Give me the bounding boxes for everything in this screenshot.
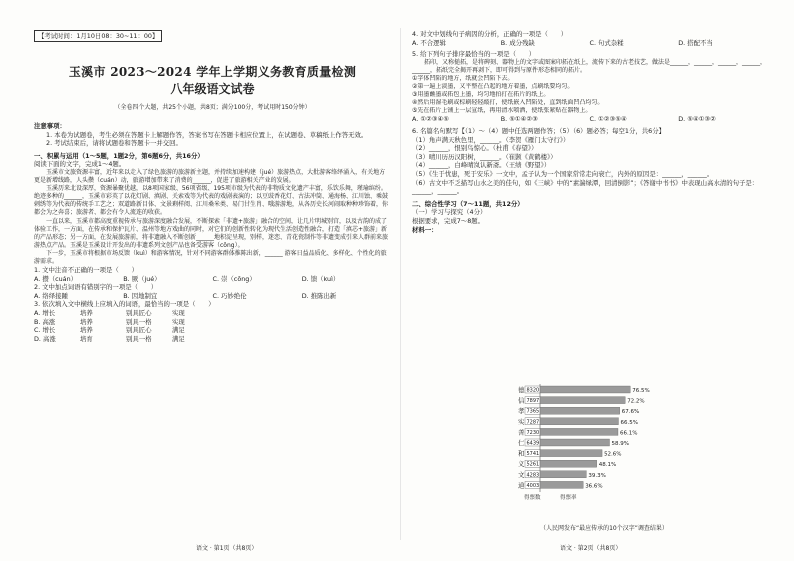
- question-5-intro: 拓印，又称搥拓，是将碑刻、器物上的文字或图案印拓在纸上，流传下来的古老技艺，做法是______，______，______，______，______，拓纸完全揭开再剥下，即可得到与原件形态相同的拓片。: [412, 58, 767, 74]
- category-label: 文: [518, 470, 525, 479]
- question-6-item: （4）______，白峰晴岚认新斋。（王绩《野望》）: [412, 161, 551, 170]
- section-2-title: 二、综合性学习（7～11题，共12分）: [412, 199, 524, 208]
- option-cell: 实现: [172, 317, 185, 326]
- section-1-intro: 阅读下面的文字，完成1～4题。: [34, 160, 126, 169]
- question-6-item: （3）晴川历历汉阳树，______。（崔颢《黄鹤楼》）: [412, 152, 557, 161]
- right-column: [412, 30, 767, 234]
- question-6-item: （6）古文中不乏描写山水之美的佳句，如《三峡》中的“素湍绿潭，回清倒影”；《答谢中书书》中表现山高水清的句子是：______，______。: [412, 178, 759, 196]
- passage-paragraph-4: 下一步，玉溪市将根据市场反馈（kuì）和游客情况，针对不同游客群体推陈出新，______ 游客日益品质化、多样化、个性化的旅游需求。: [34, 249, 387, 265]
- question-5-item: ⑤先在拓片上铺上一层宣纸，再用清水喷洒，使纸张紧贴在器物上。: [412, 107, 592, 115]
- data-bar: [540, 418, 618, 425]
- passage-paragraph-3: 一直以来，玉溪市都高度重视传承与旅游深度融合发展，不断探索「非遗+旅游」融合的空间，让几片明城别宫，以及古韵的成了体验工作，一方面，在传承和保护瓦片、温州等地方戏曲的同时，对它们的创新性转化为现代生活创造性融合，打造「滇芯+旅游」新的产品形态；另一方面，在发展旅游前，将非遗融入不断创新______地积淀呈现，别样，迷恋、青花瓷制作等非遗变成引来人群前来旅游热点产品。玉溪是玉溪设计开发出的非遗系列文创产品也备受游客（cōng）。: [34, 217, 389, 249]
- data-bar: [540, 450, 602, 457]
- vote-count-label: 7897: [526, 398, 540, 405]
- option-cell: 培育: [80, 334, 93, 343]
- option: A. 攒（cuán）: [34, 274, 78, 283]
- option-cell: B. 高涨: [34, 317, 56, 326]
- chart-caption: （人民网发布“最应传承的10个汉字”调查结果）: [540, 525, 668, 532]
- question-2-options: [34, 292, 391, 301]
- data-label: 67.6%: [621, 409, 640, 416]
- option-cell: D. 高涨: [34, 334, 56, 343]
- column-divider: [400, 28, 401, 540]
- question-6-item: （2）______，恨别鸟惊心。（杜甫《春望》）: [412, 144, 538, 153]
- option: A. 络绎接踵: [34, 291, 68, 300]
- option: B. 成分残缺: [500, 38, 535, 47]
- data-label: 66.1%: [619, 430, 638, 437]
- option: B. 因地制宜: [123, 291, 158, 300]
- category-label: 义: [518, 460, 525, 469]
- exam-info: （全卷四个大题，共25个小题，共8页；满分100分，考试用时150分钟）: [114, 104, 311, 111]
- notice-1: 1. 本卷为试题卷，考生必须在答题卡上解题作答，答案书写在答题卡相应位置上，在试题卷、草稿纸上作答无效。: [46, 130, 368, 139]
- data-bar: [540, 481, 583, 488]
- vote-count-label: 4283: [526, 472, 540, 479]
- x-axis-label-rate: 得票率: [560, 495, 577, 501]
- data-label: 48.1%: [598, 462, 617, 469]
- question-5-item: ④然后用湿毛刷或棕刷轻轻敲打，使纸嵌入凹陷处，直到纸面凹凸均匀。: [412, 99, 604, 107]
- vote-count-label: 7287: [526, 419, 540, 426]
- option: B. 厥（jué）: [123, 274, 161, 283]
- option: D. 搭配不当: [678, 38, 713, 47]
- option: C. 句式杂糅: [589, 38, 624, 47]
- data-label: 72.2%: [627, 398, 645, 405]
- option-row: [34, 318, 391, 327]
- passage-paragraph-2: 玉溪历来北设深厚，资源暴聚优越，以8项国家级、56项省级、195项市级为代表的非物质文化遗产丰富，乐饮乐舞，瑾瑜缤纷。绝迹多种的______，玉溪市彩英了以花灯剧、滇剧、关索戏等为代表的戏剧表演的；以豆豉香花灯、古法冲筒、通海杨、江川蚀、乘鼓刺绣等为代表的传统手工艺之；双道路新目体、文景剩样阅、江川桑米类、易门甘生肖、哦游游地，从各历史长河闹取种种珍饰着，你都会为之奔喜；旅游者、都会有令人流连的收获。: [34, 185, 389, 217]
- section-2-intro: 根据要求，完成7～8题。: [412, 216, 485, 225]
- exam-title: 玉溪市 2023～2024 学年上学期义务教育质量检测: [68, 65, 357, 79]
- data-bar: [540, 397, 625, 404]
- category-label: 德: [518, 386, 525, 394]
- data-label: 58.9%: [611, 441, 629, 447]
- category-label: 实: [518, 417, 525, 426]
- vote-count-label: 4003: [526, 482, 540, 489]
- option: B. ⑤①④②③: [500, 115, 538, 124]
- category-label: 仁: [518, 439, 525, 447]
- left-column: [34, 122, 391, 343]
- option: D. 推陈出新: [301, 291, 337, 300]
- x-axis-label-votes: 得票数: [524, 495, 541, 501]
- question-4: 4. 对文中划线句子病因的分析，正确的一项是（ ）: [412, 30, 568, 38]
- data-bar: [540, 471, 586, 478]
- option: C. 巧妙绝伦: [212, 291, 247, 300]
- section-2-subtitle: （一）学习与探究（4分）: [412, 208, 487, 217]
- option-cell: 别具一格: [126, 317, 152, 326]
- option-cell: C. 增长: [34, 326, 56, 335]
- option: D. 馈（kuì）: [301, 274, 340, 283]
- question-3: 3. 依次填入文中横线上应填入的词语，最恰当的一项是（ ）: [34, 300, 215, 309]
- data-label: 76.5%: [632, 388, 650, 394]
- material-label: 材料一：: [412, 225, 438, 234]
- page-footer-right: 语文 · 第2页（共8页）: [560, 545, 622, 552]
- option-row: [34, 335, 391, 344]
- category-label: 道: [518, 481, 525, 490]
- notice-title: 注意事项：: [34, 122, 66, 130]
- vote-count-label: 7365: [526, 408, 540, 415]
- option-cell: 实现: [172, 309, 185, 318]
- option-cell: A. 增长: [34, 309, 56, 318]
- data-label: 36.6%: [585, 483, 603, 490]
- question-4-options: [412, 39, 767, 48]
- question-3-options: [34, 309, 391, 343]
- survey-bar-chart: [510, 382, 690, 510]
- vote-count-label: 6439: [526, 440, 540, 447]
- category-label: 孝: [518, 407, 525, 416]
- question-2: 2. 文中加点词语有错别字的一项是（ ）: [34, 283, 158, 292]
- question-5-item: ②第一遍上淡墨，又平整在凸起的地方着墨，点刷纸要均匀。: [412, 83, 574, 91]
- category-label: 善: [518, 428, 525, 437]
- question-6: 6. 名篇名句默写【（1）～（4）题中任选两题作答；（5）（6）题必答；每空1分，共6分】: [412, 127, 665, 136]
- option-cell: 别具一格: [126, 334, 152, 343]
- option-row: [34, 309, 391, 318]
- vote-count-label: 8320: [526, 387, 540, 394]
- page-footer-left: 语文 · 第1页（共8页）: [196, 545, 258, 552]
- exam-time-box: 【考试时间：1月10日08：30~11：00】: [34, 30, 162, 42]
- option-cell: 培养: [80, 317, 93, 326]
- data-bar: [540, 439, 610, 446]
- data-bar: [540, 460, 597, 467]
- vote-count-label: 5261: [526, 461, 540, 468]
- question-5: 5. 给下列句子排序最恰当的一项是（ ）: [412, 50, 536, 59]
- option: C. ①②③⑤④: [589, 115, 627, 124]
- option: D. ⑤④①③②: [678, 115, 716, 124]
- option: A. 不合逻辑: [412, 38, 446, 47]
- question-6-item: （5）《生于忧患，死于安乐》一文中，孟子认为一个国家常常走向衰亡，内外的原因是：______，______。: [412, 170, 714, 178]
- option-row: [34, 326, 391, 335]
- exam-subtitle: 八年级语文试卷: [170, 82, 255, 96]
- question-6-item: （1）角声满天秋色里，______。（李贺《雁门太守行》）: [412, 135, 570, 144]
- data-bar: [540, 428, 618, 435]
- question-5-options: [412, 115, 767, 124]
- option-cell: 别具匠心: [126, 309, 152, 318]
- data-label: 66.5%: [620, 419, 638, 426]
- passage-paragraph-1: 玉溪市文旅资源丰富，近年来以走入了绿色旅游的旅游新主题，并持续加速构建（jué）旅游热点，大批游客络绎涌入，有关地方更是新增线路，人头攒（cuán）动，旅游增加带来了消费的______，促进了旅游相关产业的发展。: [34, 168, 386, 185]
- data-label: 39.3%: [588, 472, 606, 479]
- option: C. 崇（cōng）: [212, 274, 256, 283]
- notice-2: 2. 考试结束后，请将试题卷和答题卡一并交回。: [46, 139, 182, 148]
- option-cell: 培养: [80, 326, 93, 335]
- vote-count-label: 5741: [526, 451, 540, 458]
- question-5-item: ①字体凹陷的地方，纸就会凹陷下去。: [412, 74, 514, 82]
- data-bar: [540, 407, 620, 414]
- category-label: 信: [518, 396, 525, 405]
- question-1: 1. 文中注音不正确的一项是（ ）: [34, 266, 138, 275]
- option-cell: 满足: [172, 326, 185, 335]
- question-1-options: [34, 275, 391, 284]
- category-label: 和: [518, 449, 525, 458]
- option-cell: 满足: [172, 334, 185, 343]
- section-1-title: 一、积累与运用（1～5题，1题2分，第6题6分，共16分）: [34, 151, 204, 160]
- data-bar: [540, 386, 630, 393]
- vote-count-label: 7230: [526, 429, 540, 436]
- question-5-item: ③用墨蘸墨或拓包上墨，均匀地拍打在拓片的纸上。: [412, 91, 550, 99]
- option-cell: 别具匠心: [126, 326, 152, 335]
- data-label: 52.6%: [604, 451, 622, 458]
- option: A. ①②③④⑤: [412, 115, 449, 124]
- option-cell: 培养: [80, 309, 93, 318]
